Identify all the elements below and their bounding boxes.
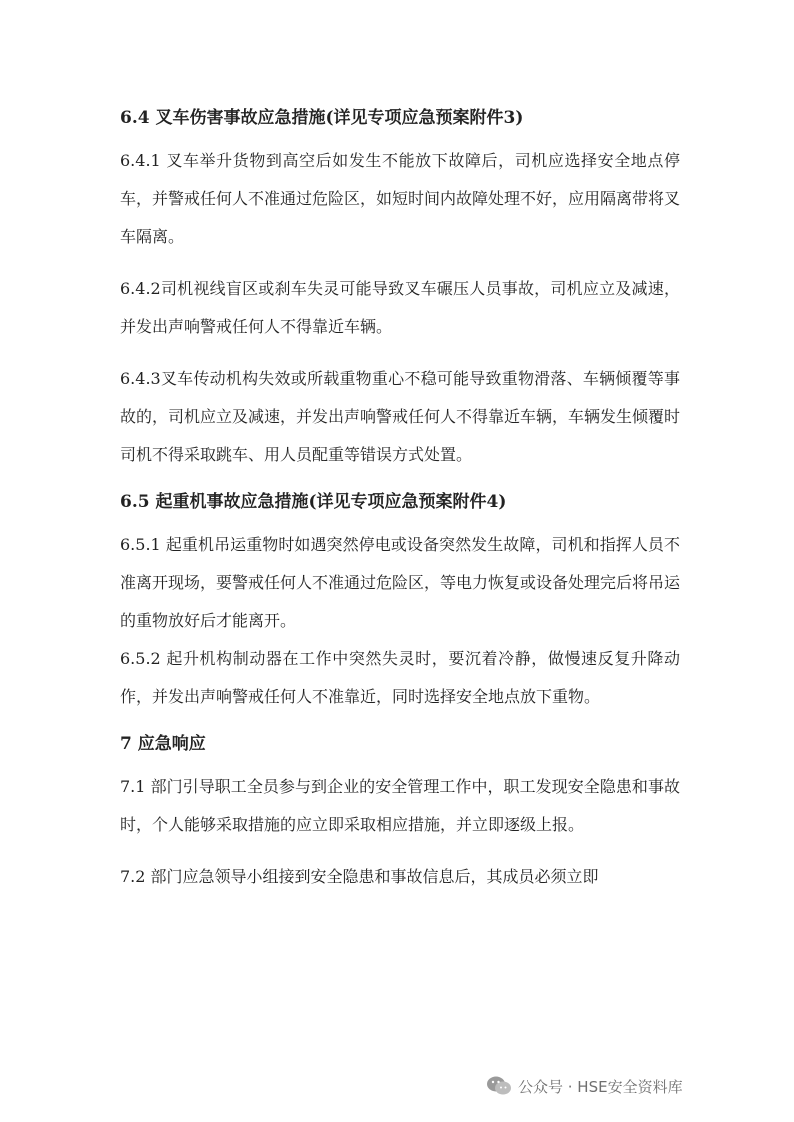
section-7 bbox=[120, 730, 680, 896]
paragraph: 6.4.2司机视线盲区或刹车失灵可能导致叉车碾压人员事故，司机应立及减速，并发出声响警戒任何人不得靠近车辆。 bbox=[120, 279, 680, 336]
paragraph: 6.4.3叉车传动机构失效或所载重物重心不稳可能导致重物滑落、车辆倾覆等事故的，司机应立及减速，并发出声响警戒任何人不得靠近车辆，车辆发生倾覆时司机不得采取跳车、用人员配重等错误方式处置。 bbox=[120, 369, 681, 464]
paragraph: 6.5.2 起升机构制动器在工作中突然失灵时，要沉着冷静，做慢速反复升降动作，并发出声响警戒任何人不准靠近，同时选择安全地点放下重物。 bbox=[120, 649, 680, 706]
section-6-5 bbox=[120, 488, 680, 716]
paragraph: 7.2 部门应急领导小组接到安全隐患和事故信息后，其成员必须立即 bbox=[120, 867, 599, 886]
wechat-icon bbox=[486, 1075, 512, 1097]
document-body bbox=[120, 104, 680, 910]
section-heading: 6.5 起重机事故应急措施(详见专项应急预案附件4) bbox=[120, 492, 507, 512]
paragraph: 6.5.1 起重机吊运重物时如遇突然停电或设备突然发生故障，司机和指挥人员不准离开现场，要警戒任何人不准通过危险区，等电力恢复或设备处理完后将吊运的重物放好后才能离开。 bbox=[120, 535, 681, 630]
paragraph: 6.4.1 叉车举升货物到高空后如发生不能放下故障后，司机应选择安全地点停车，并警戒任何人不准通过危险区，如短时间内故障处理不好，应用隔离带将叉车隔离。 bbox=[120, 151, 681, 246]
section-heading: 6.4 叉车伤害事故应急措施(详见专项应急预案附件3) bbox=[120, 108, 524, 128]
section-heading: 7 应急响应 bbox=[120, 734, 206, 754]
watermark bbox=[486, 1075, 683, 1097]
section-6-4 bbox=[120, 104, 680, 474]
watermark-text: 公众号 · HSE安全资料库 bbox=[518, 1077, 683, 1096]
paragraph: 7.1 部门引导职工全员参与到企业的安全管理工作中，职工发现安全隐患和事故时，个人能够采取措施的应立即采取相应措施，并立即逐级上报。 bbox=[120, 777, 680, 834]
